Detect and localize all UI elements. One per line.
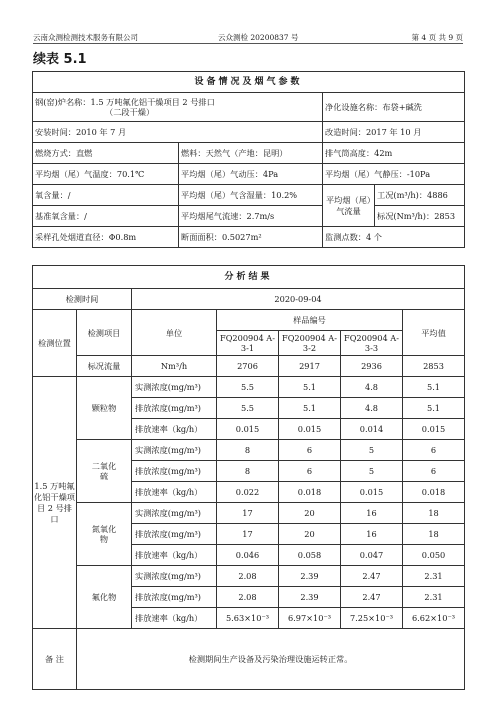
static-pressure: 平均烟（尾）气静压：-10Pa (323, 164, 465, 185)
value-cell: 0.014 (341, 419, 403, 440)
value-cell: 16 (341, 524, 403, 545)
sample-id-3: FQ200904 A-3-3 (341, 331, 403, 356)
standard-flow: 标况(Nm³/h)：2853 (375, 206, 465, 227)
average-temperature: 平均烟（尾）气温度：70.1℃ (33, 164, 179, 185)
average-cell: 18 (403, 524, 465, 545)
std-flow-label: 标况流量 (77, 356, 132, 377)
value-cell: 4.8 (341, 398, 403, 419)
page-header (33, 31, 463, 44)
average-cell: 6.62×10⁻³ (403, 608, 465, 629)
furnace-name: 钢(窑)炉名称：1.5 万吨氟化铝干燥项目 2 号排口 (35, 97, 215, 107)
value-cell: 5 (341, 461, 403, 482)
pollutant-name: 颗粒物 (77, 377, 132, 440)
remark-text: 检测期间生产设备及污染治理设施运转正常。 (77, 629, 465, 690)
remark-label: 备 注 (33, 629, 77, 690)
value-cell: 0.022 (217, 482, 279, 503)
equipment-table (32, 71, 465, 248)
value-cell: 20 (279, 524, 341, 545)
modify-time: 改造时间：2017 年 10 月 (323, 122, 465, 143)
value-cell: 0.015 (279, 419, 341, 440)
value-cell: 6 (279, 440, 341, 461)
param-label: 排放浓度(mg/m³) (132, 524, 217, 545)
param-label: 实测浓度(mg/m³) (132, 503, 217, 524)
param-label: 实测浓度(mg/m³) (132, 566, 217, 587)
average-cell: 5.1 (403, 377, 465, 398)
purifier-name: 净化设施名称：布袋+碱洗 (323, 93, 465, 122)
value-cell: 17 (217, 503, 279, 524)
param-label: 排放速率（kg/h） (132, 545, 217, 566)
value-cell: 0.015 (341, 482, 403, 503)
analysis-section-title: 分析结果 (33, 266, 465, 289)
sample-header: 样品编号 (217, 310, 403, 331)
average-cell: 18 (403, 503, 465, 524)
fuel-type: 燃料：天然气（产地：昆明） (179, 143, 323, 164)
value-cell: 0.047 (341, 545, 403, 566)
param-label: 实测浓度(mg/m³) (132, 377, 217, 398)
page-number: 第 4 页 共 9 页 (411, 33, 463, 42)
monitoring-points: 监测点数：4 个 (323, 227, 465, 248)
value-cell: 6.97×10⁻³ (279, 608, 341, 629)
flow-speed: 平均烟尾气流速：2.7m/s (179, 206, 323, 227)
average-header: 平均值 (403, 310, 465, 356)
section-area: 断面面积：0.5027m² (179, 227, 323, 248)
furnace-name-cell (33, 93, 323, 122)
value-cell: 8 (217, 440, 279, 461)
oxygen-content: 氧含量：/ (33, 185, 179, 206)
param-label: 排放速率（kg/h） (132, 608, 217, 629)
value-cell: 2.08 (217, 587, 279, 608)
average-cell: 0.015 (403, 419, 465, 440)
average-cell: 0.018 (403, 482, 465, 503)
sample-hole-diameter: 采样孔处烟道直径：Φ0.8m (33, 227, 179, 248)
value-cell: 2.47 (341, 587, 403, 608)
average-cell: 6 (403, 440, 465, 461)
average-flow-label: 平均烟（尾）气流量 (323, 185, 375, 227)
sample-id-1: FQ200904 A-3-1 (217, 331, 279, 356)
unit-header: 单位 (132, 310, 217, 356)
average-cell: 2.31 (403, 587, 465, 608)
std-flow-value: 2936 (341, 356, 403, 377)
company-name: 云南众测检测技术服务有限公司 (33, 33, 138, 42)
value-cell: 5.1 (279, 398, 341, 419)
std-flow-average: 2853 (403, 356, 465, 377)
value-cell: 17 (217, 524, 279, 545)
std-flow-value: 2917 (279, 356, 341, 377)
value-cell: 7.25×10⁻³ (341, 608, 403, 629)
value-cell: 2.39 (279, 587, 341, 608)
value-cell: 5.63×10⁻³ (217, 608, 279, 629)
monitoring-position: 1.5 万吨氟化铝干燥项目 2 号排口 (33, 377, 77, 629)
test-date: 2020-09-04 (132, 289, 465, 310)
position-header: 检测位置 (33, 310, 77, 377)
value-cell: 0.058 (279, 545, 341, 566)
average-cell: 0.050 (403, 545, 465, 566)
value-cell: 0.046 (217, 545, 279, 566)
item-header: 检测项目 (77, 310, 132, 356)
install-time: 安装时间：2010 年 7 月 (33, 122, 323, 143)
value-cell: 8 (217, 461, 279, 482)
pollutant-name: 氟化物 (77, 566, 132, 629)
dynamic-pressure: 平均烟（尾）气动压：4Pa (179, 164, 323, 185)
stack-height: 排气筒高度：42m (323, 143, 465, 164)
value-cell: 0.015 (217, 419, 279, 440)
param-label: 排放浓度(mg/m³) (132, 587, 217, 608)
param-label: 排放浓度(mg/m³) (132, 398, 217, 419)
value-cell: 5 (341, 440, 403, 461)
moisture-content: 平均烟（尾）气含湿量：10.2% (179, 185, 323, 206)
equipment-section-title: 设备情况及烟气参数 (33, 72, 465, 93)
value-cell: 0.018 (279, 482, 341, 503)
std-flow-value: 2706 (217, 356, 279, 377)
pollutant-name: 二氧化硫 (77, 440, 132, 503)
std-flow-unit: Nm³/h (132, 356, 217, 377)
report-number: 云众测检 20200837 号 (218, 33, 299, 42)
value-cell: 4.8 (341, 377, 403, 398)
value-cell: 5.5 (217, 398, 279, 419)
param-label: 排放浓度(mg/m³) (132, 461, 217, 482)
value-cell: 20 (279, 503, 341, 524)
combustion-mode: 燃烧方式：直燃 (33, 143, 179, 164)
value-cell: 2.47 (341, 566, 403, 587)
pollutant-name: 氮氧化物 (77, 503, 132, 566)
value-cell: 16 (341, 503, 403, 524)
time-label: 检测时间 (33, 289, 132, 310)
param-label: 排放速率（kg/h） (132, 419, 217, 440)
average-cell: 5.1 (403, 398, 465, 419)
value-cell: 2.08 (217, 566, 279, 587)
average-cell: 2.31 (403, 566, 465, 587)
param-label: 排放速率（kg/h） (132, 482, 217, 503)
continuation-title: 续表 5.1 (33, 52, 87, 67)
value-cell: 6 (279, 461, 341, 482)
value-cell: 2.39 (279, 566, 341, 587)
base-oxygen: 基准氧含量：/ (33, 206, 179, 227)
average-cell: 6 (403, 461, 465, 482)
value-cell: 5.5 (217, 377, 279, 398)
analysis-table (32, 265, 465, 690)
sample-id-2: FQ200904 A-3-2 (279, 331, 341, 356)
furnace-name-sub: （二段干燥） (105, 107, 155, 117)
working-flow: 工况(m³/h)：4886 (375, 185, 465, 206)
param-label: 实测浓度(mg/m³) (132, 440, 217, 461)
value-cell: 5.1 (279, 377, 341, 398)
